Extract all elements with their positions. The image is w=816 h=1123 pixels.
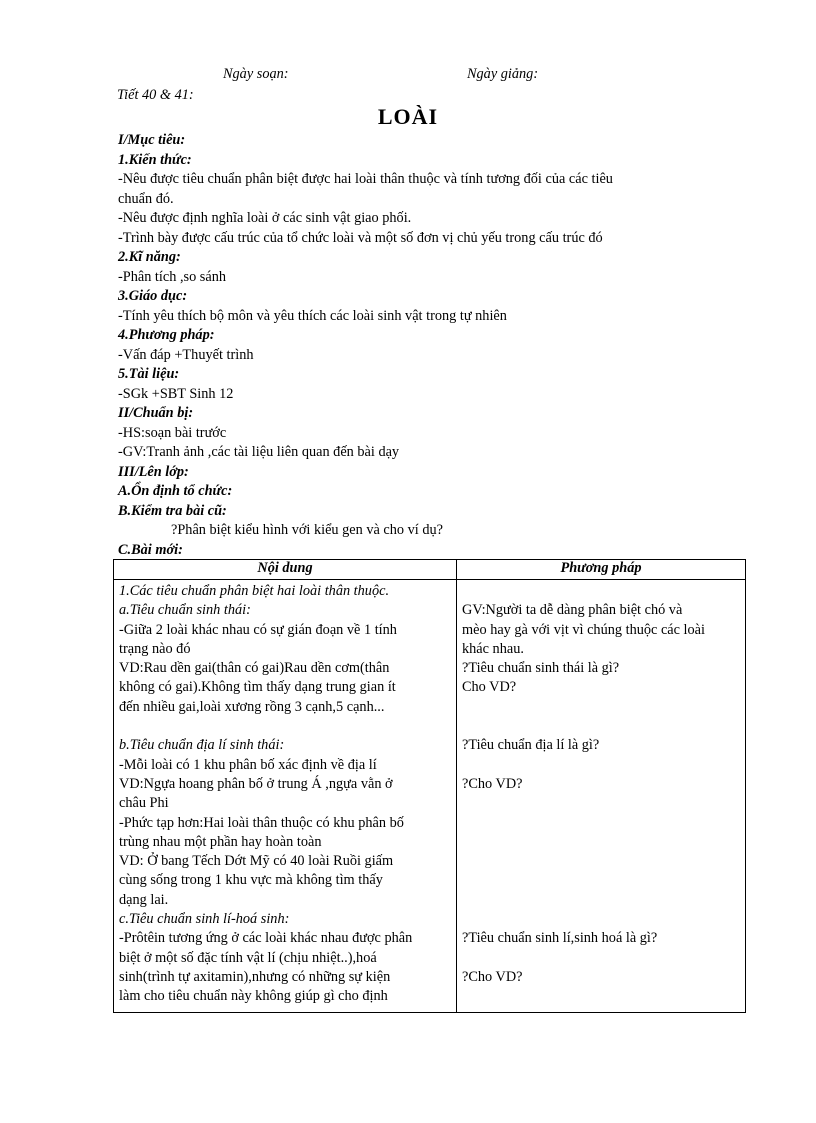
review-heading: B.Kiểm tra bài cũ: [118,502,227,519]
prep-date-label: Ngày soạn: [223,66,289,82]
method-cell [457,580,746,1013]
objectives-heading: I/Mục tiêu: [118,132,186,148]
method-line: ?Cho VD? [462,968,523,985]
content-line: -Phức tạp hơn:Hai loài thân thuộc có khu phân bố [119,814,404,831]
subsection-heading: c.Tiêu chuẩn sinh lí-hoá sinh: [119,911,290,928]
method-line: ?Cho VD? [462,775,523,792]
skills-item: -Phân tích ,so sánh [118,268,227,285]
spacer [462,794,740,813]
education-heading: 3.Giáo dục: [118,288,188,304]
spacer [462,833,740,852]
content-cell [114,580,457,1013]
spacer [462,871,740,890]
content-line: VD: Ở bang Tếch Dớt Mỹ có 40 loài Ruồi giấm [119,853,394,870]
preparation-item: -GV:Tranh ảnh ,các tài liệu liên quan đến bài dạy [118,444,400,460]
preparation-item: -HS:soạn bài trước [118,424,227,441]
content-line: không có gai).Không tìm thấy dạng trung gian ít [119,679,396,696]
content-line: châu Phi [119,795,169,812]
knowledge-item: -Nêu được tiêu chuẩn phân biệt được hai loài thân thuộc và tính tương đối của các tiêu [118,171,613,187]
content-line: dạng lai. [119,891,169,908]
content-line: biệt ở một số đặc tính vật lí (chịu nhiệt..),hoá [119,949,377,966]
lesson-outline [118,131,718,560]
content-line: VD:Ngựa hoang phân bố ở trung Á ,ngựa vằn ở [119,775,393,792]
knowledge-item-cont: chuẩn đó. [118,190,174,207]
lesson-table [113,559,746,1013]
subsection-heading: b.Tiêu chuẩn địa lí sinh thái: [119,737,285,754]
skills-heading: 2.Kĩ năng: [118,249,181,265]
method-line: Cho VD? [462,679,517,696]
column-header-method: Phương pháp [457,560,746,580]
method-line: mèo hay gà với vịt vì chúng thuộc các loài [462,621,705,638]
table-row [114,580,746,1013]
content-line: sinh(trình tự axitamin),nhưng có những sự kiện [119,968,391,985]
spacer [462,949,740,968]
subsection-heading: a.Tiêu chuẩn sinh thái: [119,602,251,619]
knowledge-item: -Trình bày được cấu trúc của tổ chức loài và một số đơn vị chủ yếu trong cấu trúc đó [118,229,603,246]
content-line: trạng nào đó [119,640,191,657]
period-label: Tiết 40 & 41: [117,87,194,103]
new-lesson-heading: C.Bài mới: [118,541,183,558]
page-title: LOÀI [377,104,439,129]
education-item: -Tính yêu thích bộ môn và yêu thích các loài sinh vật trong tự nhiên [118,307,507,324]
spacer [462,814,740,833]
review-question: ?Phân biệt kiểu hình với kiểu gen và cho ví dụ? [171,522,443,538]
materials-heading: 5.Tài liệu: [118,366,180,382]
content-line: trùng nhau một phần hay hoàn toàn [119,833,322,850]
date-row [0,66,816,86]
method-heading: 4.Phương pháp: [118,327,215,343]
spacer [462,852,740,871]
preparation-heading: II/Chuẩn bị: [118,405,194,421]
content-line: VD:Rau dền gai(thân có gai)Rau dền cơm(thân [119,660,390,677]
teach-date-label: Ngày giảng: [467,66,539,82]
content-line: làm cho tiêu chuẩn này không giúp gì cho định [119,988,388,1005]
spacer [462,582,740,601]
content-line: -Giữa 2 loài khác nhau có sự gián đoạn về 1 tính [119,621,397,638]
spacer [462,910,740,929]
method-line: ?Tiêu chuẩn sinh thái là gì? [462,660,620,677]
method-item: -Vấn đáp +Thuyết trình [118,346,254,363]
method-line: ?Tiêu chuẩn sinh lí,sinh hoá là gì? [462,930,658,947]
spacer [119,717,451,736]
class-heading: III/Lên lớp: [118,463,189,480]
spacer [462,698,740,717]
organization-heading: A.Ổn định tổ chức: [118,483,233,499]
spacer [462,756,740,775]
section-heading: 1.Các tiêu chuẩn phân biệt hai loài thân thuộc. [119,583,390,599]
spacer [462,891,740,910]
spacer [462,717,740,736]
method-line: ?Tiêu chuẩn địa lí là gì? [462,737,600,754]
knowledge-heading: 1.Kiến thức: [118,151,192,168]
materials-item: -SGk +SBT Sinh 12 [118,385,234,402]
method-line: khác nhau. [462,640,524,657]
table-header-row [114,560,746,580]
knowledge-item: -Nêu được định nghĩa loài ở các sinh vật giao phối. [118,210,412,226]
content-line: cùng sống trong 1 khu vực mà không tìm thấy [119,872,383,889]
content-line: -Mỗi loài có 1 khu phân bố xác định về địa lí [119,756,377,773]
content-line: -Prôtêin tương ứng ở các loài khác nhau được phân [119,930,413,947]
content-line: đến nhiều gai,loài xương rồng 3 cạnh,5 cạnh... [119,698,385,715]
method-line: GV:Người ta dễ dàng phân biệt chó và [462,602,683,619]
column-header-content: Nội dung [114,560,457,580]
